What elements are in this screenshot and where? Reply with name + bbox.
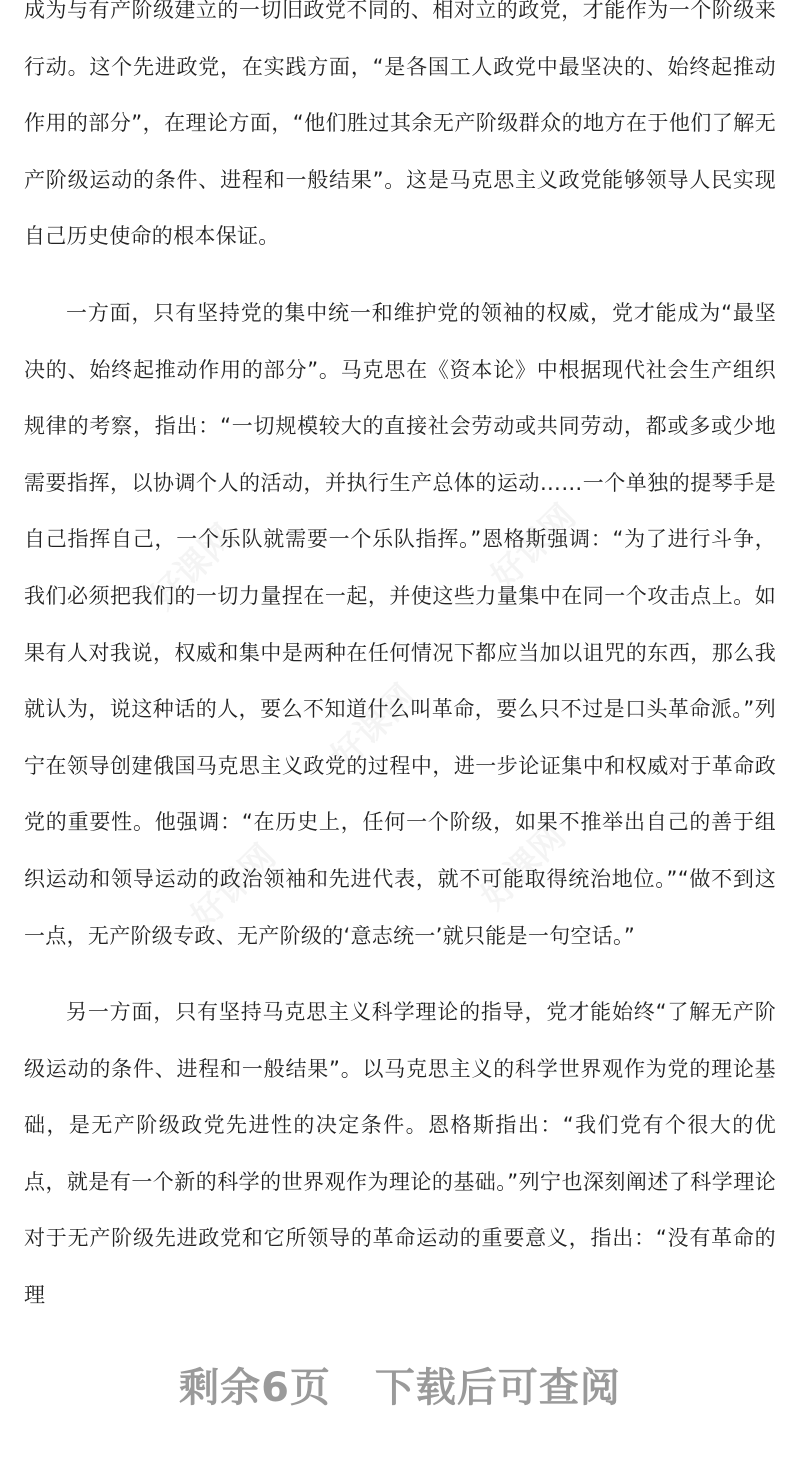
watermark: 好课网 (473, 816, 574, 918)
watermark: 好课网 (323, 676, 424, 778)
document-body (24, 0, 776, 1324)
paragraph-gap (24, 964, 776, 984)
paragraph-1: 成为与有产阶级建立的一切旧政党不同的、相对立的政党，才能作为一个阶级来行动。这个先进政党，在实践方面，“是各国工人政党中最坚决的、始终起推动作用的部分”，在理论方面，“他们胜过其余无产阶级群众的地方在于他们了解无产阶级运动的条件、进程和一般结果”。这是马克思主义政党能够领导人民实现自己历史使命的根本保证。 (24, 0, 776, 249)
paragraph-gap (24, 265, 776, 285)
paragraph-3: 另一方面，只有坚持马克思主义科学理论的指导，党才能始终“了解无产阶级运动的条件、进程和一般结果”。以马克思主义的科学世界观作为党的理论基础，是无产阶级政党先进性的决定条件。恩格斯指出：“我们党有个很大的优点，就是有一个新的科学的世界观作为理论的基础。”列宁也深刻阐述了科学理论对于无产阶级先进政党和它所领导的革命运动的重要意义，指出：“没有革命的理 (24, 1000, 776, 1308)
watermark: 好课网 (483, 496, 584, 598)
remaining-pages-label: 剩余6页 (179, 1365, 331, 1411)
paragraph-2: 一方面，只有坚持党的集中统一和维护党的领袖的权威，党才能成为“最坚决的、始终起推动作用的部分”。马克思在《资本论》中根据现代社会生产组织规律的考察，指出：“一切规模较大的直接社会劳动或共同劳动，都或多或少地需要指挥，以协调个人的活动，并执行生产总体的运动……一个单独的提琴手是自己指挥自己，一个乐队就需要一个乐队指挥。”恩格斯强调：“为了进行斗争，我们必须把我们的一切力量捏在一起，并使这些力量集中在同一个攻击点上。如果有人对我说，权威和集中是两种在任何情况下都应当加以诅咒的东西，那么我就认为，说这种话的人，要么不知道什么叫革命，要么只不过是口头革命派。”列宁在领导创建俄国马克思主义政党的过程中，进一步论证集中和权威对于革命政党的重要性。他强调：“在历史上，任何一个阶级，如果不推举出自己的善于组织运动和领导运动的政治领袖和先进代表，就不可能取得统治地位。”“做不到这一点，无产阶级专政、无产阶级的‘意志统一’就只能是一句空话。” (24, 300, 776, 948)
watermark: 好课网 (143, 516, 244, 618)
download-hint-label: 下载后可查阅 (374, 1365, 621, 1411)
remaining-pages-banner[interactable] (0, 1356, 800, 1413)
watermark: 好课网 (183, 836, 284, 938)
